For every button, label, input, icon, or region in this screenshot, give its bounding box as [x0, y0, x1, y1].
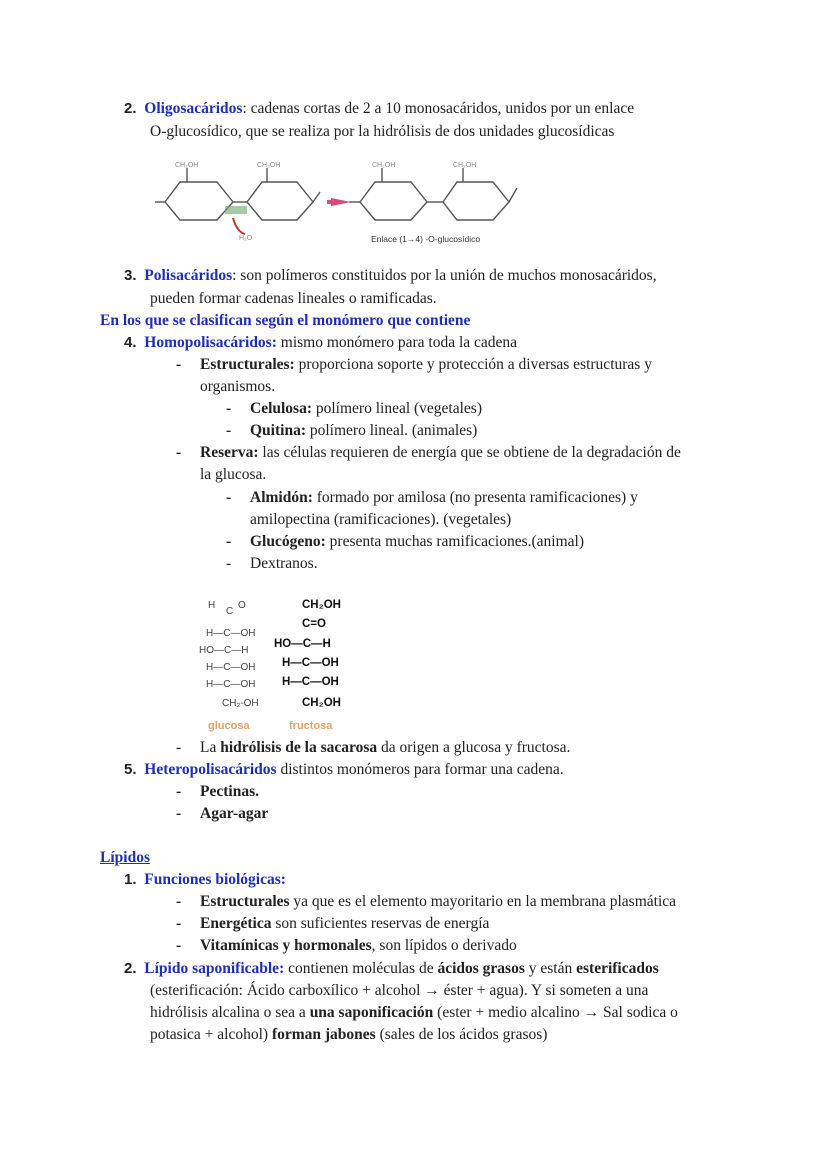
saponificable-line-2: (esterificación: Ácido carboxílico + alcohol → éster + agua). Y si someten a una: [150, 982, 649, 999]
vit-term: Vitamínicas y hormonales: [200, 937, 372, 954]
saponificable-line-4: [150, 1024, 547, 1047]
esterificados: esterificados: [576, 960, 659, 977]
sacarosa-post: da origen a glucosa y fructosa.: [377, 739, 571, 756]
almidon-term: Almidón:: [250, 489, 313, 506]
fructose-row: H—C—OH: [282, 676, 339, 688]
glucose-o: O: [238, 600, 246, 611]
reserva-line-2: la glucosa.: [200, 466, 267, 483]
fructose-row: C=O: [302, 618, 326, 630]
fructose-row: CH₂OH: [302, 599, 341, 611]
oligo-term: Oligosacáridos: [144, 100, 243, 117]
item-number: 2.: [124, 100, 137, 117]
glucose-h: H: [208, 600, 216, 611]
estructurales-line: [200, 354, 652, 377]
sacarosa-line: [200, 737, 570, 760]
bullet-dash: -: [176, 805, 182, 822]
sacarosa-term: hidrólisis de la sacarosa: [220, 739, 378, 756]
estructurales-lip-line: [200, 891, 676, 914]
item-number: 4.: [124, 334, 137, 351]
bullet-dash: -: [176, 739, 182, 756]
s-text: hidrólisis alcalina o sea a: [150, 1004, 310, 1021]
agar-item: Agar-agar: [200, 805, 269, 822]
energ-term: Energética: [200, 915, 272, 932]
glucosa-label: glucosa: [208, 720, 250, 732]
glucogeno-term: Glucógeno:: [250, 533, 326, 550]
dextranos-line: Dextranos.: [250, 555, 318, 572]
item-number: 1.: [124, 871, 137, 888]
disaccharide-figure: [155, 158, 525, 250]
reserva-term: Reserva:: [200, 444, 259, 461]
structures-figure: [196, 594, 356, 734]
bond-highlight: [225, 206, 247, 214]
homo-term: Homopolisacáridos:: [144, 334, 277, 351]
energ-text: son suficientes reservas de energía: [271, 915, 490, 932]
s-text: y están: [524, 960, 577, 977]
hetero-text: distintos monómeros para formar una cadena.: [276, 761, 564, 778]
funciones-term: Funciones biológicas:: [144, 871, 286, 888]
homo-line: [124, 332, 517, 355]
vit-text: , son lípidos o derivado: [371, 937, 517, 954]
ch2oh-label: CH₂OH: [257, 162, 281, 169]
quitina-text: polímero lineal. (animales): [305, 422, 478, 439]
fructose-row: HO—C—H: [274, 638, 331, 650]
sacarosa-pre: La: [200, 739, 221, 756]
glucose-row: H—C—OH: [206, 679, 256, 690]
poli-term: Polisacáridos: [144, 267, 233, 284]
estr-term: Estructurales: [200, 893, 290, 910]
glucose-row: HO—C—H: [199, 645, 249, 656]
item-number: 2.: [124, 960, 137, 977]
quitina-term: Quitina:: [250, 422, 306, 439]
bullet-dash: -: [176, 915, 182, 932]
ch2oh-label: CH₂OH: [372, 162, 396, 169]
saponificable-line-1: [124, 958, 659, 981]
saponificable-term: Lípido saponificable:: [144, 960, 285, 977]
classify-heading: En los que se clasifican según el monómero que contiene: [100, 312, 471, 329]
hetero-line: [124, 759, 564, 782]
s-text: contienen moléculas de: [284, 960, 438, 977]
celulosa-text: polímero lineal (vegetales): [312, 400, 483, 417]
saponificable-line-3: [150, 1002, 678, 1025]
reserva-text: las células requieren de energía que se obtiene de la degradación de: [258, 444, 681, 461]
pectinas-item: Pectinas.: [200, 783, 259, 800]
glucogeno-line: [250, 531, 584, 554]
celulosa-line: [250, 398, 482, 421]
funciones-line: [124, 869, 286, 892]
bullet-dash: -: [176, 783, 182, 800]
homo-text: mismo monómero para toda la cadena: [276, 334, 518, 351]
fructose-row: H—C—OH: [282, 657, 339, 669]
s-text: (sales de los ácidos grasos): [375, 1026, 548, 1043]
estructurales-term: Estructurales:: [200, 356, 295, 373]
bullet-dash: -: [176, 356, 182, 373]
bullet-dash: -: [176, 893, 182, 910]
s-text: potasica + alcohol): [150, 1026, 272, 1043]
water-arrow: [233, 218, 245, 234]
glucose-c: C: [226, 606, 234, 617]
bullet-dash: -: [226, 489, 232, 506]
almidon-line-2: amilopectina (ramificaciones). (vegetales): [250, 511, 512, 528]
bullet-dash: -: [226, 422, 232, 439]
fructose-row: CH₂OH: [302, 697, 341, 709]
vitaminicas-line: [200, 935, 517, 958]
lipidos-heading: Lípidos: [100, 849, 150, 866]
acidos-grasos: ácidos grasos: [437, 960, 525, 977]
reserva-line: [200, 442, 681, 465]
glucose-row: CH₂-OH: [222, 698, 259, 709]
estructurales-text: proporciona soporte y protección a diversas estructuras y: [294, 356, 652, 373]
oligo-line-1: [124, 98, 634, 121]
estr-text: ya que es el elemento mayoritario en la membrana plasmática: [289, 893, 677, 910]
glucogeno-text: presenta muchas ramificaciones.(animal): [325, 533, 584, 550]
glucose-row: H—C—OH: [206, 628, 256, 639]
item-number: 5.: [124, 761, 137, 778]
forman-jabones: forman jabones: [271, 1026, 376, 1043]
item-number: 3.: [124, 267, 137, 284]
celulosa-term: Celulosa:: [250, 400, 312, 417]
fructosa-label: fructosa: [289, 720, 333, 732]
ch2oh-label: CH₂OH: [175, 162, 199, 169]
almidon-line: [250, 487, 638, 510]
poli-line-2: pueden formar cadenas lineales o ramificadas.: [150, 290, 437, 307]
poli-text: : son polímeros constituidos por la unión de muchos monosacáridos,: [232, 267, 657, 284]
quitina-line: [250, 420, 477, 443]
oligo-line-2: O-glucosídico, que se realiza por la hidrólisis de dos unidades glucosídicas: [150, 123, 615, 140]
poli-line-1: [124, 265, 657, 288]
bullet-dash: -: [226, 533, 232, 550]
bullet-dash: -: [226, 400, 232, 417]
energetica-line: [200, 913, 489, 936]
ch2oh-label: CH₂OH: [453, 162, 477, 169]
hetero-term: Heteropolisacáridos: [144, 761, 277, 778]
saponificacion: una saponificación: [309, 1004, 434, 1021]
bullet-dash: -: [176, 444, 182, 461]
bullet-dash: -: [226, 555, 232, 572]
almidon-text: formado por amilosa (no presenta ramificaciones) y: [312, 489, 638, 506]
estructurales-line-2: organismos.: [200, 378, 276, 395]
oligo-text: : cadenas cortas de 2 a 10 monosacáridos, unidos por un enlace: [242, 100, 635, 117]
s-text: (ester + medio alcalino → Sal sodica o: [433, 1004, 678, 1021]
glucose-row: H—C—OH: [206, 662, 256, 673]
bond-label: Enlace (1→4) -O-glucosídico: [371, 234, 481, 244]
water-label: H₂O: [239, 235, 253, 242]
bullet-dash: -: [176, 937, 182, 954]
